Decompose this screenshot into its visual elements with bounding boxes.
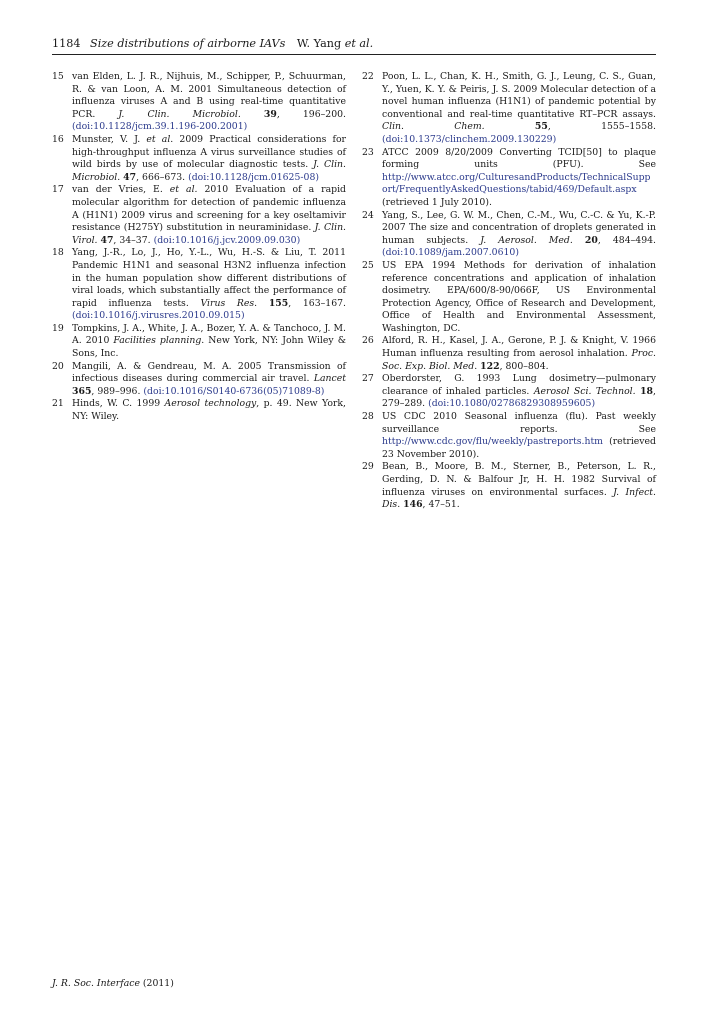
reference-journal: et al.	[169, 184, 198, 196]
reference-text: (retrieved 1 July 2010).	[382, 196, 492, 208]
reference-url-link[interactable]: http://www.cdc.gov/flu/weekly/pastreports.htm	[382, 436, 604, 448]
page-footer	[52, 978, 174, 990]
running-title: Size distributions of airborne IAVs	[90, 37, 286, 50]
footer-year: (2011)	[142, 978, 174, 989]
reference-text: (retrieved 23 November 2010).	[382, 436, 656, 460]
reference-text: , 989–996.	[91, 385, 144, 397]
reference-number: 20	[52, 360, 64, 372]
reference-volume: 20	[584, 234, 598, 246]
reference-journal: J. Infect. Dis.	[382, 486, 656, 511]
reference-volume: 18	[640, 385, 654, 397]
reference-item	[52, 134, 346, 184]
reference-volume: 47	[100, 234, 114, 246]
reference-number: 21	[52, 398, 64, 410]
reference-text: , 279–289.	[382, 385, 656, 410]
reference-item	[362, 260, 656, 336]
reference-item	[362, 461, 656, 511]
reference-text: , 163–167.	[288, 297, 346, 309]
reference-text: US CDC 2010 Seasonal influenza (flu). Past weekly surveillance reports. See	[382, 411, 656, 435]
references-column-left	[52, 71, 346, 424]
reference-journal: J. Clin. Microbiol.	[118, 108, 241, 120]
reference-item	[52, 398, 346, 423]
reference-journal: Proc. Soc. Exp. Biol. Med.	[382, 348, 656, 372]
reference-text: , 484–494.	[597, 234, 656, 246]
reference-text: 2010 Evaluation of a rapid molecular algorithm for detection of pandemic influenza A (H1N1) 2009 virus and screening for a key oseltamivir resistance (H275Y) substitution in neuraminidase.	[72, 184, 347, 234]
reference-journal: J. Clin. Microbiol.	[72, 159, 347, 183]
reference-doi-link[interactable]: (doi:10.1016/S0140-6736(05)71089-8)	[143, 385, 325, 397]
reference-item	[52, 71, 346, 134]
reference-item	[362, 411, 656, 461]
reference-volume: 47	[123, 171, 137, 183]
reference-doi-link[interactable]: (doi:10.1128/jcm.39.1.196-200.2001)	[72, 121, 248, 133]
reference-text: , 800–804.	[499, 360, 549, 372]
reference-item	[362, 373, 656, 411]
reference-text: Tompkins, J. A., White, J. A., Bozer, Y. A. & Tanchoco, J. M. A. 2010	[72, 322, 346, 347]
reference-text: Yang, J.-R., Lo, J., Ho, Y.-L., Wu, H.-S. & Liu, T. 2011 Pandemic H1N1 and seasonal H3N2 influenza infection in the human population show different distributions of viral loads, which substantially affect the performance of rapid influenza tests.	[72, 247, 346, 309]
reference-url-link[interactable]: http://www.atcc.org/CulturesandProducts/TechnicalSupport/FrequentlyAskedQuestions/tabid/469/Default.aspx	[382, 171, 651, 196]
reference-number: 16	[52, 133, 64, 145]
reference-text: . New York, NY: John Wiley & Sons, Inc.	[72, 335, 346, 360]
reference-number: 15	[52, 71, 64, 82]
reference-text: Mangili, A. & Gendreau, M. A. 2005 Transmission of infectious diseases during commercial air travel.	[72, 360, 346, 385]
reference-text	[485, 121, 535, 132]
reference-text: van der Vries, E.	[72, 184, 170, 196]
reference-number: 26	[362, 335, 374, 347]
reference-volume: 39	[263, 108, 277, 120]
reference-volume: 155	[268, 297, 289, 309]
reference-journal: et al.	[146, 133, 174, 145]
reference-volume: 146	[403, 499, 423, 511]
reference-item	[52, 184, 346, 247]
reference-journal: J. Aerosol. Med.	[480, 234, 573, 246]
reference-text: Yang, S., Lee, G. W. M., Chen, C.-M., Wu, C.-C. & Yu, K.-P. 2007 The size and concentration of droplets generated in human subjects.	[382, 209, 656, 246]
reference-text: van Elden, L. J. R., Nijhuis, M., Schipper, P., Schuurman, R. & van Loon, A. M. 2001 Simultaneous detection of influenza viruses A and B using real-time quantitative PCR.	[72, 71, 346, 120]
reference-number: 29	[362, 461, 374, 473]
reference-text: Hinds, W. C. 1999	[72, 398, 165, 410]
reference-text: US EPA 1994 Methods for derivation of inhalation reference concentrations and application of inhalation dosimetry. EPA/600/8-90/066F, US Environmental Protection Agency, Office of Research and Development, Office of Health and Environmental Assessment, Washington, DC.	[382, 259, 656, 334]
reference-doi-link[interactable]: (doi:10.1016/j.virusres.2010.09.015)	[72, 310, 245, 322]
reference-journal: Clin. Chem.	[382, 121, 485, 133]
reference-text: , 666–673.	[136, 171, 189, 183]
reference-number: 22	[362, 71, 374, 82]
reference-number: 23	[362, 146, 374, 158]
reference-text: , 34–37.	[113, 234, 154, 246]
reference-text: 2009 Practical considerations for high-throughput influenza A virus surveillance studies of wild birds by use of molecular diagnostic tests.	[72, 133, 346, 171]
reference-doi-link[interactable]: (doi:10.1128/jcm.01625-08)	[188, 171, 319, 183]
reference-doi-link[interactable]: (doi:10.1089/jam.2007.0610)	[382, 247, 519, 259]
reference-item	[52, 361, 346, 399]
reference-number: 18	[52, 247, 64, 259]
reference-number: 17	[52, 184, 64, 196]
reference-journal: J. Clin. Virol.	[72, 222, 347, 246]
page-number: 1184	[52, 37, 81, 50]
reference-text	[573, 235, 585, 246]
reference-text: ATCC 2009 8/20/2009 Converting TCID[50] to plaque forming units (PFU). See	[382, 146, 656, 171]
reference-item	[362, 210, 656, 260]
reference-text: Bean, B., Moore, B. M., Sterner, B., Peterson, L. R., Gerding, D. N. & Balfour Jr, H. H. 1982 Survival of influenza viruses on environmental surfaces.	[382, 461, 656, 498]
running-authors-etal: et al.	[344, 37, 374, 50]
reference-number: 28	[362, 411, 374, 423]
reference-number: 19	[52, 322, 64, 334]
reference-number: 24	[362, 209, 374, 221]
reference-volume: 122	[480, 360, 500, 372]
footer-journal: J. R. Soc. Interface	[52, 978, 140, 989]
running-header	[52, 37, 656, 51]
reference-journal: Virus Res.	[200, 297, 258, 309]
reference-doi-link[interactable]: (doi:10.1373/clinchem.2009.130229)	[382, 133, 557, 145]
reference-text	[241, 109, 264, 120]
reference-item	[362, 335, 656, 373]
reference-text: Poon, L. L., Chan, K. H., Smith, G. J., Leung, C. S., Guan, Y., Yuen, K. Y. & Peiris, J. S. 2009 Molecular detection of a novel human influenza (H1N1) of pandemic potential by conventional and real-time quantitative RT–PCR assays.	[382, 71, 656, 120]
header-rule	[52, 54, 656, 55]
reference-item	[362, 71, 656, 147]
reference-number: 25	[362, 259, 374, 271]
reference-text: Munster, V. J.	[72, 133, 147, 145]
reference-journal: Lancet	[313, 373, 346, 385]
reference-item	[362, 147, 656, 210]
reference-item	[52, 323, 346, 361]
reference-text: , p. 49. New York, NY: Wiley.	[72, 398, 346, 423]
reference-text: Alford, R. H., Kasel, J. A., Gerone, P. J. & Knight, V. 1966 Human influenza resulting from aerosol inhalation.	[382, 335, 656, 360]
reference-text: Oberdorster, G. 1993 Lung dosimetry—pulmonary clearance of inhaled particles.	[382, 373, 656, 397]
running-authors: W. Yang	[296, 37, 342, 50]
reference-journal: Facilities planning	[113, 335, 202, 347]
reference-text: , 1555–1558.	[547, 121, 656, 133]
references-column-right	[362, 71, 656, 512]
reference-text	[257, 298, 269, 309]
reference-journal: Aerosol Sci. Technol.	[533, 385, 636, 397]
reference-item	[52, 247, 346, 323]
reference-doi-link[interactable]: (doi:10.1016/j.jcv.2009.09.030)	[153, 234, 301, 246]
reference-number: 27	[362, 373, 374, 385]
reference-text: , 196–200.	[276, 108, 346, 120]
reference-doi-link[interactable]: (doi:10.1080/02786829308959605)	[428, 398, 596, 410]
reference-text: , 47–51.	[422, 499, 460, 511]
reference-journal: Aerosol technology	[164, 398, 257, 410]
reference-volume: 55	[534, 121, 548, 133]
reference-volume: 365	[72, 385, 92, 397]
